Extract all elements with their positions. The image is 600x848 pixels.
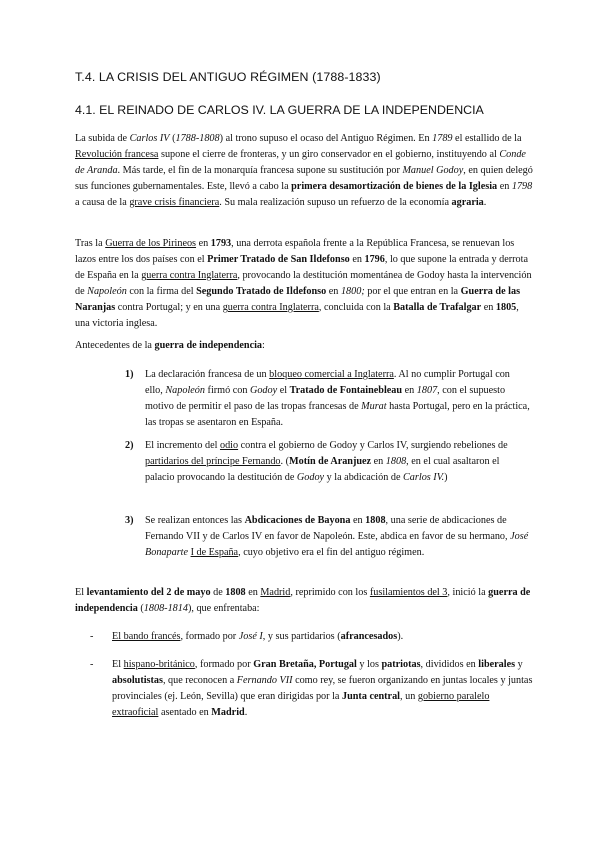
paragraph-antecedents xyxy=(75,338,535,354)
text: Godoy xyxy=(249,385,278,396)
text: y la abdicación de xyxy=(324,472,404,483)
text: guerra de independencia xyxy=(75,587,531,614)
text: José I xyxy=(238,631,263,642)
text: Godoy xyxy=(296,472,325,483)
text: . xyxy=(244,707,248,718)
list-number: 1) xyxy=(125,369,134,380)
text: en xyxy=(350,515,366,526)
text: . Más tarde, el fin de la monarquía francesa supone su sustitución por xyxy=(117,165,403,176)
text: El bando francés xyxy=(112,631,181,642)
text: Napoleón xyxy=(165,385,205,396)
text: guerra de independencia xyxy=(154,340,263,351)
text: de xyxy=(210,587,226,598)
text: ) al trono supuso el ocaso del Antiguo Régimen. En xyxy=(219,133,433,144)
text: en xyxy=(402,385,417,396)
text: Murat xyxy=(361,401,387,412)
text: 1808-1814 xyxy=(143,603,188,614)
text: ( xyxy=(137,603,144,614)
text: 1808 xyxy=(225,587,246,598)
text: fusilamientos del 3 xyxy=(369,587,448,598)
text: y los xyxy=(356,659,382,670)
text: I de España xyxy=(190,547,239,558)
text: : xyxy=(262,340,265,351)
text: en xyxy=(371,456,386,467)
text: y xyxy=(515,659,523,670)
text: Madrid xyxy=(211,707,245,718)
text: afrancesados xyxy=(340,631,398,642)
text: , formado por xyxy=(180,631,239,642)
text: ), que enfrentaba: xyxy=(187,603,260,614)
text: ) xyxy=(444,472,448,483)
text: Conde de Aranda xyxy=(75,149,526,176)
text: Madrid xyxy=(260,587,291,598)
text: ( xyxy=(169,133,176,144)
text: contra Portugal; y en una xyxy=(115,302,223,313)
text: Junta central xyxy=(342,691,401,702)
text: , cuyo objetivo era el fin del antiguo régimen. xyxy=(238,547,425,558)
section-title: 4.1. EL REINADO DE CARLOS IV. LA GUERRA DE LA INDEPENDENCIA xyxy=(75,103,484,117)
text: en xyxy=(245,587,261,598)
text: Revolución francesa xyxy=(75,149,159,160)
text: 1796 xyxy=(364,254,385,265)
text: , en el cual asaltaron el palacio provocando la destitución de xyxy=(145,456,500,483)
text: en xyxy=(481,302,496,313)
paragraph-treaties xyxy=(75,236,535,332)
text: 1807 xyxy=(416,385,438,396)
text: , provocando la destitución momentánea de Godoy hasta la intervención de xyxy=(75,270,532,297)
text: firmó con xyxy=(205,385,250,396)
text: a causa de la xyxy=(75,197,130,208)
text: levantamiento del 2 de mayo xyxy=(86,587,211,598)
text: , reprimido con los xyxy=(290,587,370,598)
text: primera desamortización de bienes de la Iglesia xyxy=(291,181,498,192)
text: 1808 xyxy=(385,456,407,467)
text: , una serie de abdicaciones de Fernando VII y de Carlos IV en favor de Napoleón. Este, abdica en favor de su hermano, xyxy=(145,515,511,542)
text: 1789 xyxy=(432,133,453,144)
text: , en quien delegó sus funciones gubernamentales. Este, llevó a cabo la xyxy=(75,165,533,192)
text: El incremento del xyxy=(145,440,220,451)
text: . Su mala realización supuso un refuerzo de la economía xyxy=(219,197,452,208)
text: por el que entran en la xyxy=(364,286,461,297)
text: liberales xyxy=(478,659,516,670)
text: en xyxy=(196,238,211,249)
text: el xyxy=(277,385,290,396)
text: Manuel Godoy xyxy=(402,165,464,176)
text: . Al no cumplir Portugal con ello, xyxy=(145,369,510,396)
text: 1808 xyxy=(365,515,386,526)
text: , un xyxy=(400,691,418,702)
text: guerra contra Inglaterra xyxy=(222,302,319,313)
text: Motín de Aranjuez xyxy=(289,456,372,467)
text: El xyxy=(75,587,87,598)
text: hasta Portugal, pero en la práctica, las tropas se asentaron en España. xyxy=(145,401,530,428)
text: . ( xyxy=(280,456,290,467)
bullet-text xyxy=(112,657,537,721)
text: José Bonaparte xyxy=(145,531,529,558)
text: 1788-1808 xyxy=(175,133,220,144)
text: patriotas xyxy=(381,659,421,670)
text: grave crisis financiera xyxy=(129,197,220,208)
text: Carlos IV xyxy=(129,133,170,144)
text: supone el cierre de fronteras, y un giro conservador en el gobierno, instituyendo al xyxy=(158,149,500,160)
list-item-text xyxy=(145,367,530,431)
text: , y sus partidarios ( xyxy=(262,631,341,642)
text: con la firma del xyxy=(126,286,197,297)
text: gobierno paralelo extraoficial xyxy=(112,691,490,718)
text: contra el gobierno de Godoy y Carlos IV, surgiendo rebeliones de xyxy=(238,440,508,451)
text: ). xyxy=(397,631,404,642)
document-title: T.4. LA CRISIS DEL ANTIGUO RÉGIMEN (1788-1833) xyxy=(75,70,381,84)
text: , lo que supone la entrada y derrota de España en la xyxy=(75,254,528,281)
list-number: 2) xyxy=(125,440,134,451)
list-item-text xyxy=(145,438,530,486)
text: Tratado de Fontainebleau xyxy=(289,385,403,396)
text: Napoleón xyxy=(87,286,127,297)
text: , una victoria inglesa. xyxy=(75,302,519,329)
text: absolutistas xyxy=(112,675,163,686)
text: Abdicaciones de Bayona xyxy=(244,515,351,526)
text: partidarios del príncipe Fernando xyxy=(145,456,281,467)
text: asentado en xyxy=(158,707,212,718)
text: La subida de xyxy=(75,133,130,144)
text: bloqueo comercial a Inglaterra xyxy=(269,369,394,380)
text: La declaración francesa de un xyxy=(145,369,270,380)
text: Gran Bretaña, Portugal xyxy=(253,659,357,670)
text: Guerra de las Naranjas xyxy=(75,286,521,313)
text: 1805 xyxy=(495,302,517,313)
text: guerra contra Inglaterra xyxy=(141,270,238,281)
bullet-dash: - xyxy=(90,659,94,670)
paragraph-uprising xyxy=(75,585,535,617)
text: , divididos en xyxy=(420,659,479,670)
text: Batalla de Trafalgar xyxy=(393,302,482,313)
text: el estallido de la xyxy=(452,133,522,144)
text: , que reconocen a xyxy=(162,675,237,686)
text: . xyxy=(483,197,487,208)
text: , inició la xyxy=(447,587,489,598)
text: como rey, se fueron organizando en juntas locales y juntas provinciales (ej. León, Sevilla) que eran dirigidas por la xyxy=(112,675,533,702)
text: El xyxy=(112,659,124,670)
text: Fernando VII xyxy=(236,675,293,686)
text: Tras la xyxy=(75,238,106,249)
text: Antecedentes de la xyxy=(75,340,155,351)
bullet-dash: - xyxy=(90,631,94,642)
text: agraria xyxy=(451,197,484,208)
text: 1798 xyxy=(511,181,533,192)
text: Carlos IV. xyxy=(403,472,445,483)
text: , con el supuesto motivo de permitir el paso de las tropas francesas de xyxy=(145,385,506,412)
text: Se realizan entonces las xyxy=(145,515,245,526)
text: odio xyxy=(219,440,239,451)
bullet-text xyxy=(112,629,537,645)
text: 1793 xyxy=(210,238,232,249)
list-item-text xyxy=(145,513,530,561)
list-number: 3) xyxy=(125,515,134,526)
paragraph-intro xyxy=(75,131,535,211)
text: , formado por xyxy=(194,659,254,670)
text: , concluida con la xyxy=(318,302,394,313)
text: 1800; xyxy=(340,286,365,297)
text: en xyxy=(326,286,341,297)
text: Guerra de los Pirineos xyxy=(105,238,197,249)
text: en xyxy=(349,254,365,265)
text: , una derrota española frente a la República Francesa, se renuevan los lazos entre los dos países con el xyxy=(75,238,515,265)
text: hispano-británico xyxy=(123,659,195,670)
text: Primer Tratado de San Ildefonso xyxy=(207,254,350,265)
text: en xyxy=(497,181,512,192)
text: Segundo Tratado de Ildefonso xyxy=(196,286,327,297)
